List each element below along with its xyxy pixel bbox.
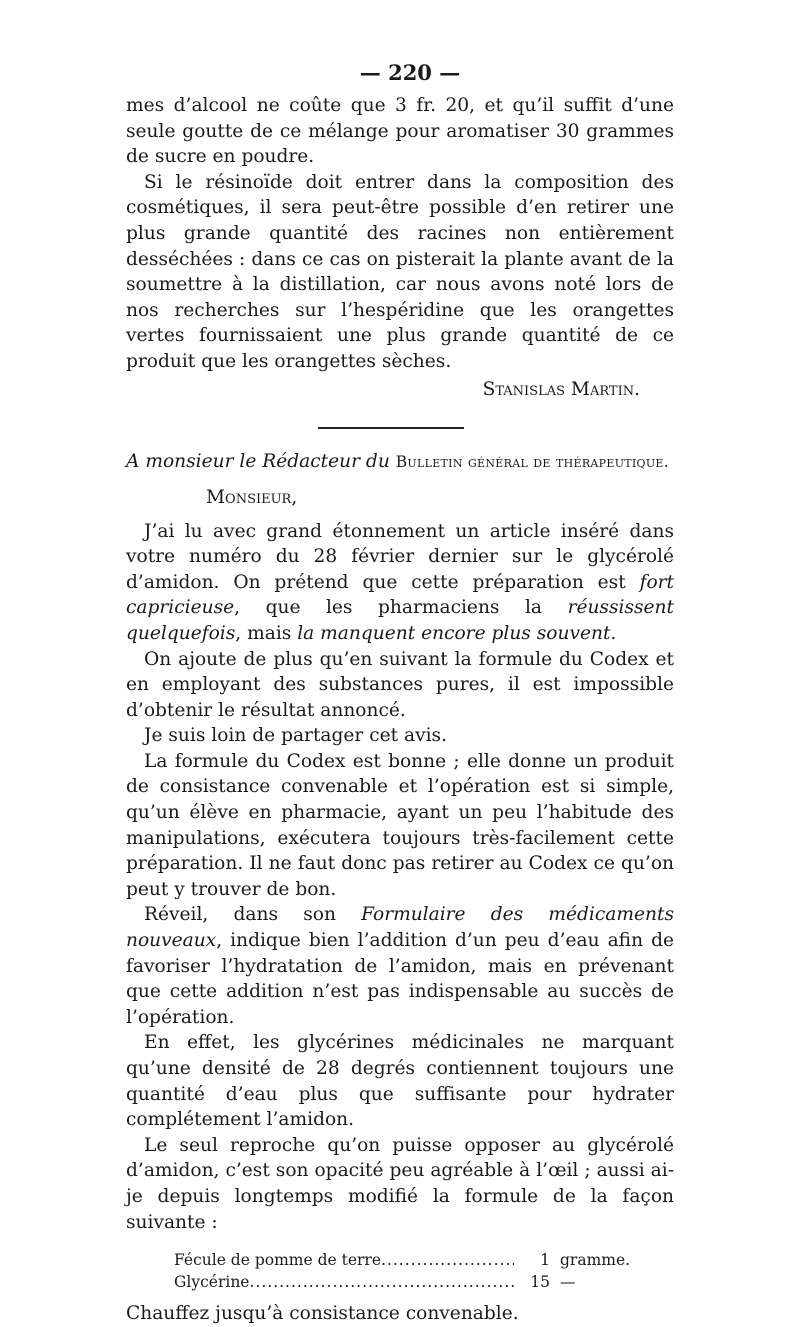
p1-italic-1: fort capricieuse (126, 571, 674, 619)
recipe-ingredient: Glycérine (174, 1273, 250, 1292)
letter-paragraph-6: En effet, les glycérines médicinales ne marquant qu’une densité de 28 degrés contiennent toujours une quantité d’eau plus que suffisante pour hydrater complétement l’amidon. (126, 1032, 674, 1131)
recipe-unit: gramme. (560, 1251, 631, 1270)
leader-dots (381, 1249, 514, 1271)
p1-italic-2: réussissent quelquefois (126, 597, 674, 644)
recipe-table (174, 1249, 630, 1293)
recipe-quantity: 1 (540, 1251, 550, 1270)
letter-heading (126, 449, 674, 475)
letter-paragraph-5 (126, 902, 674, 1030)
p1-text-a: J’ai lu avec grand étonnement un article inséré dans votre numéro du 28 février dernier sur le glycérolé d’amidon. On prétend que cette préparation est (126, 520, 674, 593)
paragraph-resinoide: Si le résinoïde doit entrer dans la composition des cosmétiques, il sera peut-être possible d’en retirer une plus grande quantité des racines non entièrement desséchées : dans ce cas on pisterait la plante avant de la soumettre à la distillation, car nous avons noté lors de nos recherches sur l’hespéridine que les orangettes vertes fournissaient une plus grande quantité de ce produit que les orangettes sèches. (126, 171, 674, 372)
intro-paragraph: mes d’alcool ne coûte que 3 fr. 20, et qu’il suffit d’une seule goutte de ce mélange pour aromatiser 30 grammes de sucre en poudre. (126, 95, 674, 168)
p1-text-c: , mais (235, 622, 298, 644)
leader-dots (249, 1271, 514, 1293)
signature-text: Stanislas Martin. (482, 378, 640, 400)
p1-text-b: , que les pharmaciens la (234, 597, 568, 619)
p1-italic-3: la manquent encore plus souvent. (297, 622, 617, 644)
letter-paragraph-7: Le seul reproche qu’on puisse opposer au glycérolé d’amidon, c’est son opacité peu agréable à l’œil ; aussi ai-je depuis longtemps modifié la formule de la façon suivante : (126, 1134, 674, 1233)
letter-paragraph-2: On ajoute de plus qu’en suivant la formule du Codex et en employant des substances pures, il est impossible d’obtenir le résultat annoncé. (126, 648, 674, 721)
recipe-ingredient: Fécule de pomme de terre (174, 1251, 381, 1270)
p5-text-b: , indique bien l’addition d’un peu d’eau afin de favoriser l’hydratation de l’amidon, mais en prévenant que cette addition n’est pas indispensable au succès de l’opération. (126, 930, 674, 1028)
recipe-unit: — (560, 1273, 576, 1292)
salutation: Monsieur, (206, 486, 298, 508)
letter-heading-prefix: A monsieur le Rédacteur du (126, 450, 390, 472)
letter-paragraph-4: La formule du Codex est bonne ; elle donne un produit de consistance convenable et l’opération est si simple, qu’un élève en pharmacie, ayant un peu l’habitude des manipulations, exécutera toujours très-facilement cette préparation. Il ne faut donc pas retirer au Codex ce qu’on peut y trouver de bon. (126, 750, 674, 900)
journal-title: Bulletin général de thérapeutique. (395, 452, 669, 471)
recipe-row (174, 1271, 630, 1293)
recipe-row (174, 1249, 630, 1271)
p5-text-a: Réveil, dans son (144, 904, 362, 926)
closing-line: Chauffez jusqu’à consistance convenable. (126, 1303, 519, 1325)
letter-paragraph-1 (126, 519, 674, 647)
letter-paragraph-3: Je suis loin de partager cet avis. (144, 725, 448, 747)
page-number: — 220 — (359, 60, 461, 85)
p5-italic: Formulaire des médicaments nouveaux (126, 904, 674, 952)
recipe-quantity: 15 (530, 1273, 550, 1292)
section-divider (318, 427, 464, 429)
book-page (126, 60, 674, 1327)
signature (126, 377, 640, 403)
